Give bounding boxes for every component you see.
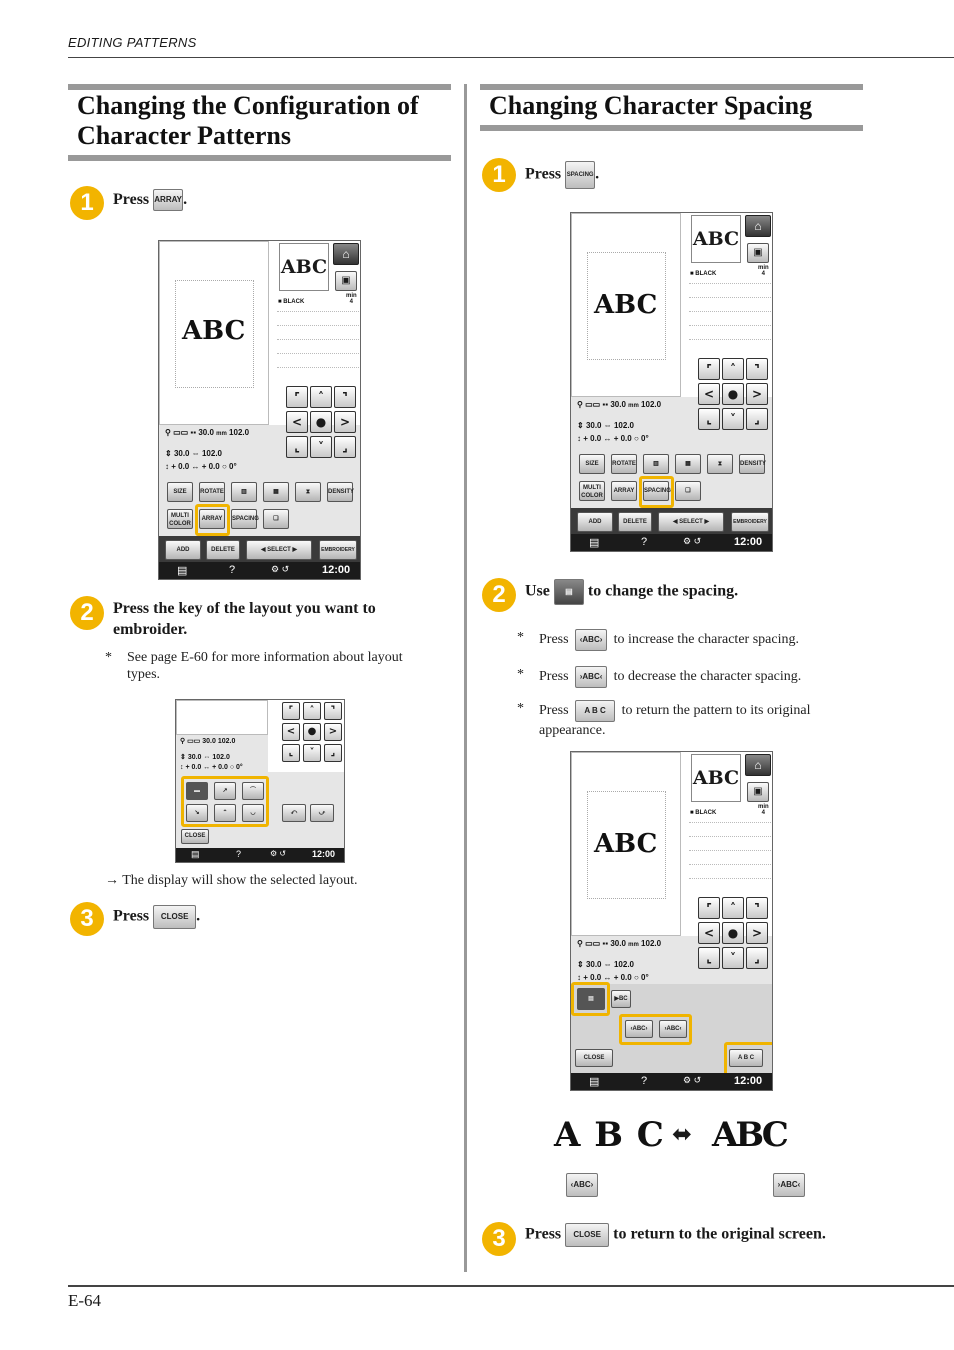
section-top-bar	[480, 84, 863, 90]
narrow-spacing-sample: ABC	[712, 1115, 786, 1155]
spacing-screen	[570, 751, 773, 1091]
frame-button[interactable]: ▣	[335, 271, 357, 291]
multi-color-key[interactable]: MULTI COLOR	[167, 509, 193, 529]
multi-color-key[interactable]: MULTI COLOR	[579, 481, 605, 501]
info-pos-row: ↕ + 0.0 ↔ + 0.0 ○ 0°	[180, 764, 243, 771]
array-key-icon: ARRAY	[153, 189, 183, 211]
layout-screen	[175, 699, 345, 863]
note-bullet: *	[517, 701, 524, 716]
move-upleft-button[interactable]: ⌜	[282, 702, 300, 720]
move-downright-button[interactable]: ⌟	[324, 744, 342, 762]
close-key-icon: CLOSE	[153, 905, 196, 929]
move-downleft-button[interactable]: ⌞	[286, 436, 308, 458]
move-upleft-button[interactable]: ⌜	[698, 897, 720, 919]
machine-screen	[158, 240, 361, 580]
reset-spacing-key[interactable]: A B C	[729, 1049, 763, 1067]
menu-icon[interactable]: ▤	[177, 565, 188, 577]
highlight-spacing-tab	[571, 982, 610, 1016]
close-key-icon: CLOSE	[565, 1223, 609, 1247]
layout-slope-key[interactable]: ↗	[214, 782, 236, 800]
move-right-button[interactable]: >	[746, 383, 768, 405]
arc-right-key[interactable]: ⤻	[310, 804, 334, 822]
highlight-array	[195, 504, 230, 536]
layout-arch-key[interactable]: ⌃	[214, 804, 236, 822]
preview-text: ABC	[182, 316, 246, 346]
move-down-button[interactable]: ˅	[303, 744, 321, 762]
help-icon[interactable]: ?	[641, 1075, 648, 1087]
grid-key[interactable]: ▦	[675, 454, 701, 474]
move-up-button[interactable]: ˄	[722, 358, 744, 380]
help-icon[interactable]: ?	[641, 536, 648, 548]
mirror-key[interactable]: ▥	[231, 482, 257, 502]
info-size-row: ⚲ ▭▭ 30.0 102.0	[180, 738, 236, 745]
menu-icon[interactable]: ▤	[589, 1076, 600, 1088]
step-text: Use ▤ to change the spacing.	[525, 579, 738, 605]
info-dim-row: ⇕ 30.0 ⇔ 102.0	[577, 421, 634, 430]
note-text: See page E-60 for more information about layout types.	[127, 650, 403, 682]
spacing-key-icon: SPACING	[565, 161, 595, 189]
clock: 12:00	[312, 849, 336, 859]
move-left-button[interactable]: <	[282, 723, 300, 741]
info-size-row: ⚲ ▭▭ ▪▪ 30.0 mm 102.0	[165, 428, 250, 437]
pattern-thumbnail: ABC	[691, 215, 741, 263]
move-upright-button[interactable]: ⌝	[334, 386, 356, 408]
delete-key[interactable]: DELETE	[206, 540, 240, 560]
move-left-button[interactable]: <	[698, 922, 720, 944]
move-downright-button[interactable]: ⌟	[334, 436, 356, 458]
preview-pane	[176, 700, 268, 735]
info-dim-row: ⇕ 30.0 ⇔ 102.0	[165, 449, 222, 458]
note-text: Press ›ABC‹ to decrease the character spacing.	[539, 666, 801, 688]
size-key[interactable]: SIZE	[167, 482, 193, 502]
step-number: 1	[70, 186, 104, 220]
move-up-button[interactable]: ˄	[310, 386, 332, 408]
move-up-button[interactable]: ˄	[303, 702, 321, 720]
move-down-button[interactable]: ˅	[310, 436, 332, 458]
info-pos-row: ↕ + 0.0 ↔ + 0.0 ○ 0°	[577, 973, 649, 982]
menu-icon[interactable]: ▤	[191, 849, 200, 859]
embroidery-key[interactable]: EMBROIDERY	[731, 512, 769, 532]
note-text: Press ‹ABC› to increase the character spacing.	[539, 629, 799, 651]
close-key[interactable]: CLOSE	[181, 829, 209, 844]
size-key[interactable]: SIZE	[579, 454, 605, 474]
step-number: 2	[70, 596, 104, 630]
section-title: Changing the Configuration of Character Patterns	[77, 91, 419, 150]
clock: 12:00	[734, 536, 763, 548]
pattern-thumbnail: ABC	[691, 754, 741, 802]
time-remaining: min 4	[758, 265, 769, 277]
select-key[interactable]: ◀ SELECT ▶	[658, 512, 724, 532]
move-downleft-button[interactable]: ⌞	[698, 947, 720, 969]
arc-left-key[interactable]: ⤺	[282, 804, 306, 822]
info-size-row: ⚲ ▭▭ ▪▪ 30.0 mm 102.0	[577, 939, 662, 948]
step-text: Press SPACING.	[525, 161, 599, 189]
note-bullet: *	[517, 667, 524, 682]
step-text: Press the key of the layout you want to embroider.	[113, 600, 376, 638]
home-button[interactable]: ⌂	[745, 754, 771, 776]
select-key[interactable]: ◀ SELECT ▶	[246, 540, 312, 560]
add-key[interactable]: ADD	[577, 512, 613, 532]
status-bar	[571, 1073, 772, 1090]
settings-icon[interactable]: ⚙ ↺	[271, 564, 290, 574]
move-upright-button[interactable]: ⌝	[746, 358, 768, 380]
status-bar	[176, 848, 344, 862]
move-downleft-button[interactable]: ⌞	[698, 408, 720, 430]
decrease-spacing-icon: ›ABC‹	[575, 666, 607, 688]
layout-curve-key[interactable]: ◡	[242, 804, 264, 822]
header-rule	[68, 57, 954, 58]
help-icon[interactable]: ?	[236, 849, 242, 859]
embroidery-key[interactable]: EMBROIDERY	[319, 540, 357, 560]
move-up-button[interactable]: ˄	[722, 897, 744, 919]
note-text: Press A B C to return the pattern to its original appearance.	[539, 700, 859, 739]
delete-key[interactable]: DELETE	[618, 512, 652, 532]
section-bottom-bar	[68, 155, 451, 161]
layout-tab-key[interactable]: ▶BC	[611, 990, 631, 1008]
spacing-key[interactable]: SPACING	[643, 481, 669, 501]
menu-icon[interactable]: ▤	[589, 537, 600, 549]
footer-rule	[68, 1285, 954, 1287]
move-down-button[interactable]: ˅	[722, 408, 744, 430]
move-upright-button[interactable]: ⌝	[324, 702, 342, 720]
highlight-spacing	[639, 476, 674, 508]
array-key[interactable]: ARRAY	[611, 481, 637, 501]
layout-step-key[interactable]: ⌒	[242, 782, 264, 800]
layout-down-key[interactable]: ↘	[186, 804, 208, 822]
thread-color: ■ BLACK	[278, 299, 305, 305]
highlight-reset	[724, 1042, 773, 1076]
move-center-button[interactable]: ●	[303, 723, 321, 741]
clock: 12:00	[734, 1075, 763, 1087]
info-pos-row: ↕ + 0.0 ↔ + 0.0 ○ 0°	[577, 434, 649, 443]
info-size-row: ⚲ ▭▭ ▪▪ 30.0 mm 102.0	[577, 400, 662, 409]
status-bar	[159, 562, 360, 579]
highlight-spacing-keys	[619, 1014, 692, 1045]
move-upright-button[interactable]: ⌝	[746, 897, 768, 919]
settings-icon[interactable]: ⚙ ↺	[683, 536, 702, 546]
clock: 12:00	[322, 564, 351, 576]
move-center-button[interactable]: ●	[310, 411, 332, 433]
step-text: Press ARRAY.	[113, 189, 187, 211]
decrease-spacing-icon: ›ABC‹	[773, 1173, 805, 1197]
step-text: Press CLOSE to return to the original screen.	[525, 1223, 826, 1247]
move-upleft-button[interactable]: ⌜	[286, 386, 308, 408]
reset-spacing-icon: A B C	[575, 700, 615, 722]
result-text: → The display will show the selected layout.	[105, 873, 358, 888]
thread-color: ■ BLACK	[690, 271, 717, 277]
increase-spacing-key[interactable]: ‹ABC›	[625, 1020, 653, 1038]
spacing-tab-key[interactable]: ▤	[577, 988, 605, 1010]
settings-icon[interactable]: ⚙ ↺	[683, 1075, 702, 1085]
flip-key[interactable]: ⧗	[707, 454, 733, 474]
mirror-key[interactable]: ▥	[643, 454, 669, 474]
note-bullet: *	[517, 630, 524, 645]
frame-button[interactable]: ▣	[747, 243, 769, 263]
decrease-spacing-key[interactable]: ›ABC‹	[659, 1020, 687, 1038]
time-remaining: min 4	[758, 804, 769, 816]
time-remaining: min 4	[346, 293, 357, 305]
add-key[interactable]: ADD	[165, 540, 201, 560]
home-button[interactable]: ⌂	[745, 215, 771, 237]
move-left-button[interactable]: <	[698, 383, 720, 405]
status-bar	[571, 534, 772, 551]
section-title: Changing Character Spacing	[489, 91, 813, 120]
step-number: 3	[70, 902, 104, 936]
move-right-button[interactable]: >	[746, 922, 768, 944]
step-number: 2	[482, 578, 516, 612]
step-number: 3	[482, 1222, 516, 1256]
density-key[interactable]: DENSITY	[739, 454, 765, 474]
increase-spacing-icon: ‹ABC›	[566, 1173, 598, 1197]
preview-text: ABC	[594, 290, 658, 320]
density-key[interactable]: DENSITY	[327, 482, 353, 502]
running-header: EDITING PATTERNS	[68, 35, 197, 50]
increase-spacing-icon: ‹ABC›	[575, 629, 607, 651]
rotate-key[interactable]: ROTATE	[199, 482, 225, 502]
info-dim-row: ⇕ 30.0 ⇔ 102.0	[180, 754, 230, 761]
settings-icon[interactable]: ⚙ ↺	[270, 849, 287, 858]
move-downright-button[interactable]: ⌟	[746, 947, 768, 969]
border-key[interactable]: ❏	[263, 509, 289, 529]
wide-spacing-sample: A B C	[554, 1115, 665, 1155]
double-arrow-icon: ⬌	[672, 1120, 693, 1148]
info-pos-row: ↕ + 0.0 ↔ + 0.0 ○ 0°	[165, 462, 237, 471]
rotate-key[interactable]: ROTATE	[611, 454, 637, 474]
thread-color: ■ BLACK	[690, 810, 717, 816]
column-divider	[464, 84, 467, 1272]
preview-pane	[159, 241, 269, 425]
move-left-button[interactable]: <	[286, 411, 308, 433]
preview-text: ABC	[594, 829, 658, 859]
move-center-button[interactable]: ●	[722, 383, 744, 405]
highlight-layouts	[181, 776, 269, 827]
move-center-button[interactable]: ●	[722, 922, 744, 944]
close-key[interactable]: CLOSE	[575, 1049, 613, 1067]
machine-screen	[570, 212, 773, 552]
spacing-key[interactable]: SPACING	[231, 509, 257, 529]
preview-pane	[571, 752, 681, 936]
section-bottom-bar	[480, 125, 863, 131]
help-icon[interactable]: ?	[229, 564, 236, 576]
array-key[interactable]: ARRAY	[199, 509, 225, 529]
move-right-button[interactable]: >	[324, 723, 342, 741]
layout-straight-key[interactable]: ▬	[186, 782, 208, 800]
note-bullet: *	[105, 650, 112, 665]
move-upleft-button[interactable]: ⌜	[698, 358, 720, 380]
step-number: 1	[482, 158, 516, 192]
info-dim-row: ⇕ 30.0 ⇔ 102.0	[577, 960, 634, 969]
pattern-thumbnail: ABC	[279, 243, 329, 291]
move-downleft-button[interactable]: ⌞	[282, 744, 300, 762]
page-number: E-64	[68, 1291, 102, 1310]
flip-key[interactable]: ⧗	[295, 482, 321, 502]
move-down-button[interactable]: ˅	[722, 947, 744, 969]
grid-key[interactable]: ▦	[263, 482, 289, 502]
spacing-panel-icon: ▤	[554, 579, 584, 605]
preview-pane	[571, 213, 681, 397]
step-text: Press CLOSE .	[113, 905, 200, 929]
frame-button[interactable]: ▣	[747, 782, 769, 802]
section-top-bar	[68, 84, 451, 90]
move-right-button[interactable]: >	[334, 411, 356, 433]
border-key[interactable]: ❏	[675, 481, 701, 501]
home-button[interactable]: ⌂	[333, 243, 359, 265]
move-downright-button[interactable]: ⌟	[746, 408, 768, 430]
